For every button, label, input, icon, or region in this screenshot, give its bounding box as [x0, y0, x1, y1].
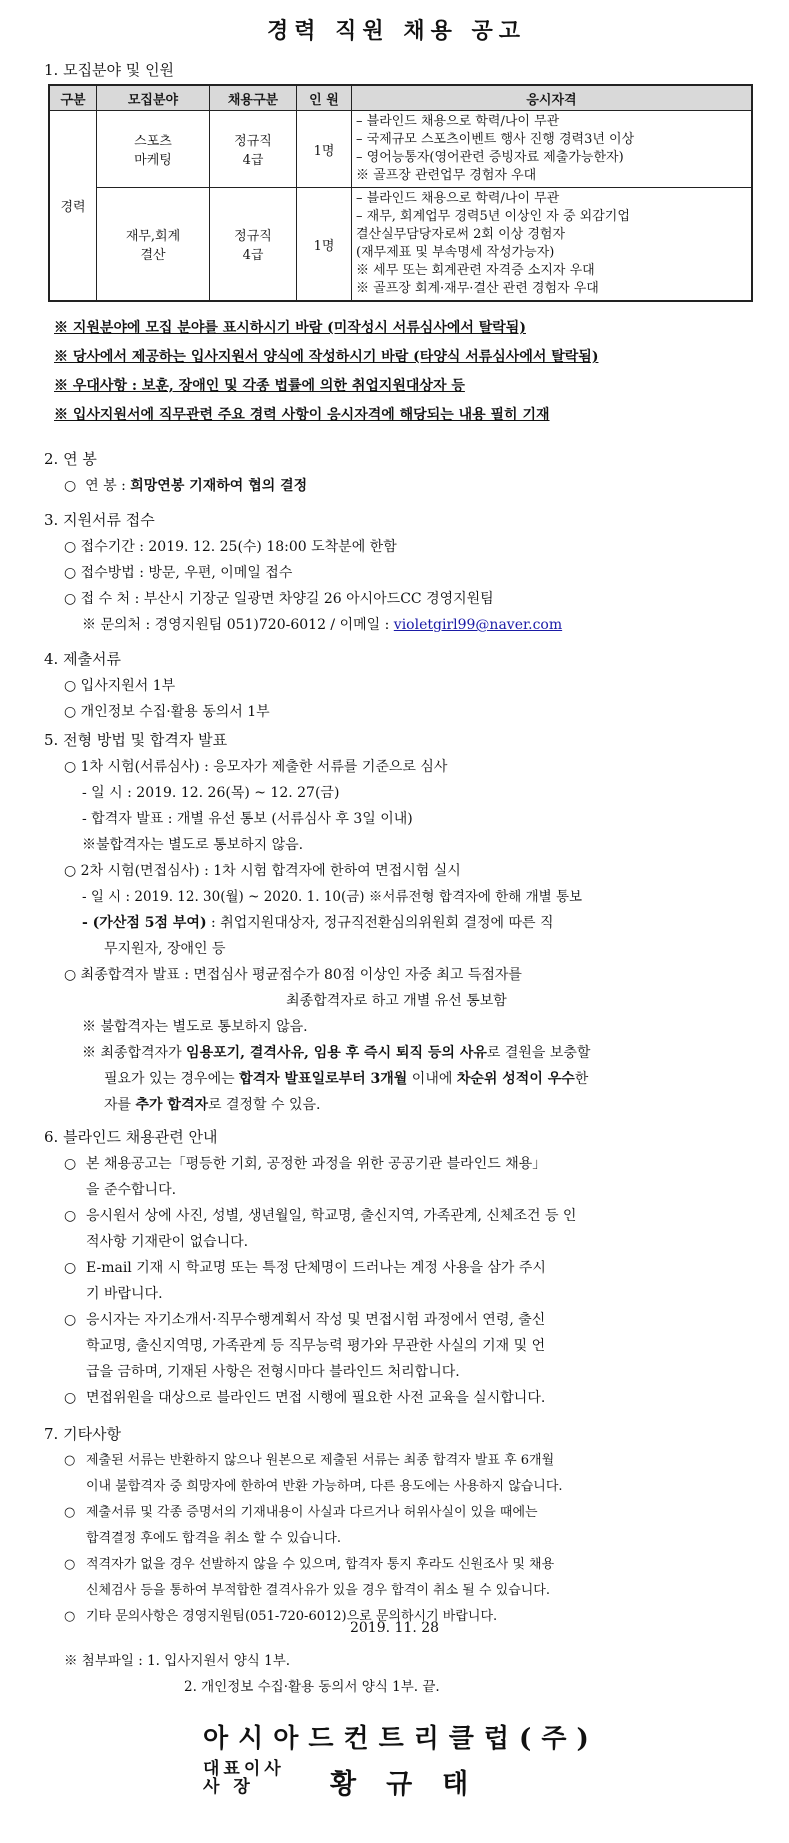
list-item: ○ 접 수 처 : 부산시 기장군 일광면 차양길 26 아시아드CC 경영지원팀 — [64, 591, 494, 607]
text-span: ※ 최종합격자가 — [82, 1045, 187, 1061]
text-line: 응시원서 상에 사진, 성별, 생년월일, 학교명, 출신지역, 가족관계, 신체조건 등 인 — [86, 1208, 577, 1224]
note-line: ※ 지원분야에 모집 분야를 표시하시기 바람 (미작성시 서류심사에서 탈락됨) — [54, 320, 526, 336]
note-line: ※ 당사에서 제공하는 입사지원서 양식에 작성하시기 바람 (타양식 서류심사에서 탈락됨) — [54, 349, 599, 365]
list-item: ○ 2차 시험(면접심사) : 1차 시험 합격자에 한하여 면접시험 실시 — [64, 863, 461, 879]
field-line: 스포츠 — [134, 134, 172, 149]
notes-block — [54, 314, 749, 430]
text-line: 합격결정 후에도 합격을 취소 할 수 있습니다. — [86, 1531, 341, 1546]
text-line: 적격자가 없을 경우 선발하지 않을 수 있으며, 합격자 통지 후라도 신원조사 및 채용 — [86, 1557, 555, 1572]
list-item: ○ 기타 문의사항은 경영지원팀(051-720-6012)으로 문의하시기 바랍니다. — [64, 1604, 749, 1630]
list-item: ○ 면접위원을 대상으로 블라인드 면접 시행에 필요한 사전 교육을 실시합니다. — [64, 1385, 749, 1411]
section-4-heading: 4. 제출서류 — [44, 650, 122, 668]
contact-label: ※ 문의처 : 경영지원팀 051)720-6012 / 이메일 : — [82, 617, 390, 633]
list-item: ○ 본 채용공고는「평등한 기회, 공정한 과정을 위한 공공기관 블라인드 채용」 을 준수합니다. — [64, 1151, 749, 1203]
qualification-cell — [352, 188, 753, 302]
text-line: E-mail 기재 시 학교명 또는 특정 단체명이 드러나는 계정 사용을 삼가 주시 — [86, 1260, 546, 1276]
salary-label: 연 봉 : — [85, 478, 126, 494]
text-span: 합격자 발표일로부터 3개월 — [239, 1071, 408, 1087]
text-span: 추가 합격자 — [135, 1097, 208, 1113]
text-line: 제출서류 및 각종 증명서의 기재내용이 사실과 다르거나 허위사실이 있을 때에는 — [86, 1505, 538, 1520]
count-cell: 1명 — [297, 188, 352, 302]
count-cell: 1명 — [297, 111, 352, 188]
qual-line: ※ 골프장 관련업무 경험자 우대 — [356, 168, 537, 183]
text-line: 본 채용공고는「평등한 기회, 공정한 과정을 위한 공공기관 블라인드 채용」 — [86, 1156, 547, 1172]
qualification-cell — [352, 111, 753, 188]
field-cell — [97, 188, 210, 302]
contact-line — [82, 612, 749, 638]
list-item: ○ 접수기간 : 2019. 12. 25(수) 18:00 도착분에 한함 — [64, 539, 397, 555]
type-line: 4급 — [242, 248, 264, 263]
text-line: 급을 금하며, 기재된 사항은 전형시마다 블라인드 처리합니다. — [86, 1364, 460, 1380]
list-item: ○ 응시자는 자기소개서·직무수행계획서 작성 및 면접시험 과정에서 연령, 출신 학교명, 출신지역명, 가족관계 등 직무능력 평가와 무관한 사실의 기재 및 언 급을 금하며, 기재된 사항은 전형시마다 블라인드 처리합니다. — [64, 1307, 749, 1385]
signer-role: 대표이사 — [203, 1759, 285, 1779]
type-line: 4급 — [242, 153, 264, 168]
list-item: ○ 응시원서 상에 사진, 성별, 생년월일, 학교명, 출신지역, 가족관계, 신체조건 등 인 적사항 기재란이 없습니다. — [64, 1203, 749, 1255]
qual-line: – 영어능통자(영어관련 증빙자료 제출가능한자) — [356, 150, 624, 165]
list-item: ○ 접수방법 : 방문, 우편, 이메일 접수 — [64, 565, 293, 581]
list-item — [82, 910, 749, 936]
text-span: 차순위 성적이 우수 — [456, 1071, 575, 1087]
text-span: 한 — [574, 1071, 589, 1087]
bonus-label: - (가산점 5점 부여) — [82, 915, 207, 931]
list-item: - 합격자 발표 : 개별 유선 통보 (서류심사 후 3일 이내) — [82, 811, 413, 827]
bonus-text: : 취업지원대상자, 정규직전환심의위원회 결정에 따른 직 — [211, 915, 554, 931]
list-item — [82, 1040, 749, 1066]
list-item: ○ 제출된 서류는 반환하지 않으나 원본으로 제출된 서류는 최종 합격자 발표 후 6개월 이내 불합격자 중 희망자에 한하여 반환 가능하며, 다른 용도에는 사용하지 않습니다. — [64, 1448, 749, 1500]
text-line: 기타 문의사항은 경영지원팀(051-720-6012)으로 문의하시기 바랍니다. — [86, 1609, 498, 1624]
attachment-line: 2. 개인정보 수집·활용 동의서 양식 1부. 끝. — [184, 1679, 440, 1695]
qual-line: – 블라인드 채용으로 학력/나이 무관 — [356, 114, 560, 129]
list-item: ○ 제출서류 및 각종 증명서의 기재내용이 사실과 다르거나 허위사실이 있을 때에는 합격결정 후에도 합격을 취소 할 수 있습니다. — [64, 1500, 749, 1552]
section-3-heading: 3. 지원서류 접수 — [44, 511, 155, 529]
company-name: 아시아드컨트리클럽(주) — [203, 1724, 599, 1754]
section-7-heading: 7. 기타사항 — [44, 1425, 122, 1443]
list-item: ○ 최종합격자 발표 : 면접심사 평균점수가 80점 이상인 자중 최고 득점자를 — [64, 967, 522, 983]
text-line: 을 준수합니다. — [86, 1182, 177, 1198]
list-item — [104, 1092, 749, 1118]
table-row — [49, 188, 752, 302]
email-link[interactable]: violetgirl99@naver.com — [393, 617, 563, 633]
text-span: 필요가 있는 경우에는 — [104, 1071, 240, 1087]
section-2-heading: 2. 연 봉 — [44, 450, 97, 468]
col-header: 응시자격 — [352, 85, 753, 111]
text-line: 학교명, 출신지역명, 가족관계 등 직무능력 평가와 무관한 사실의 기재 및 언 — [86, 1338, 546, 1354]
list-item: - 일 시 : 2019. 12. 30(월) ~ 2020. 1. 10(금) ※서류전형 합격자에 한해 개별 통보 — [82, 889, 583, 905]
text-span: 로 결원을 보충할 — [486, 1045, 591, 1061]
qual-line: – 재무, 회계업무 경력5년 이상인 자 중 외감기업 — [356, 209, 630, 224]
text-span: 자를 — [104, 1097, 136, 1113]
signer-name: 황규태 — [330, 1769, 499, 1800]
section-5-heading: 5. 전형 방법 및 합격자 발표 — [44, 731, 228, 749]
text-line: 이내 불합격자 중 희망자에 한하여 반환 가능하며, 다른 용도에는 사용하지 않습니다. — [86, 1479, 563, 1494]
qual-line: ※ 골프장 회계·재무·결산 관련 경험자 우대 — [356, 281, 599, 296]
field-line: 마케팅 — [134, 153, 172, 168]
text-span: 로 결정할 수 있음. — [208, 1097, 321, 1113]
qual-line: ※ 세무 또는 회계관련 자격증 소지자 우대 — [356, 263, 595, 278]
note-line: ※ 입사지원서에 직무관련 주요 경력 사항이 응시자격에 해당되는 내용 필히 기재 — [54, 407, 550, 423]
col-header: 채용구분 — [210, 85, 297, 111]
section-1-heading: 1. 모집분야 및 인원 — [44, 61, 175, 79]
text-line: 신체검사 등을 통하여 부적합한 결격사유가 있을 경우 합격이 취소 될 수 있습니다. — [86, 1583, 551, 1598]
field-line: 재무,회계 — [125, 229, 181, 244]
col-header: 모집분야 — [97, 85, 210, 111]
list-item: ○ E-mail 기재 시 학교명 또는 특정 단체명이 드러나는 계정 사용을 삼가 주시 기 바랍니다. — [64, 1255, 749, 1307]
type-line: 정규직 — [234, 229, 272, 244]
salary-line — [64, 473, 749, 499]
salary-value: 희망연봉 기재하여 협의 결정 — [130, 478, 308, 494]
list-item: - 일 시 : 2019. 12. 26(목) ~ 12. 27(금) — [82, 785, 340, 801]
signer-role: 사 장 — [203, 1777, 254, 1797]
list-item: 무지원자, 장애인 등 — [104, 941, 226, 957]
section-6-heading: 6. 블라인드 채용관련 안내 — [44, 1128, 218, 1146]
bullet: ○ — [64, 478, 77, 494]
text-span: 이내에 — [407, 1071, 457, 1087]
text-span: 임용포기, 결격사유, 임용 후 즉시 퇴직 등의 사유 — [186, 1045, 487, 1061]
type-line: 정규직 — [234, 134, 272, 149]
list-item: ○ 1차 시험(서류심사) : 응모자가 제출한 서류를 기준으로 심사 — [64, 759, 448, 775]
text-line: 면접위원을 대상으로 블라인드 면접 시행에 필요한 사전 교육을 실시합니다. — [86, 1390, 546, 1406]
list-item: 최종합격자로 하고 개별 유선 통보함 — [286, 993, 507, 1009]
qual-line: – 국제규모 스포츠이벤트 행사 진행 경력3년 이상 — [356, 132, 635, 147]
text-line: 적사항 기재란이 없습니다. — [86, 1234, 249, 1250]
category-cell: 경력 — [49, 111, 97, 302]
list-item — [104, 1066, 749, 1092]
notice-date: 2019. 11. 28 — [349, 1620, 440, 1636]
qual-line: – 블라인드 채용으로 학력/나이 무관 — [356, 191, 560, 206]
field-cell — [97, 111, 210, 188]
qual-line: (재무제표 및 부속명세 작성가능자) — [356, 245, 555, 260]
page-title: 경력 직원 채용 공고 — [267, 18, 526, 44]
list-item: ○ 적격자가 없을 경우 선발하지 않을 수 있으며, 합격자 통지 후라도 신원조사 및 채용 신체검사 등을 통하여 부적합한 결격사유가 있을 경우 합격이 취소 될 수 있습니다. — [64, 1552, 749, 1604]
list-item: ※ 불합격자는 별도로 통보하지 않음. — [82, 1019, 308, 1035]
type-cell — [210, 188, 297, 302]
type-cell — [210, 111, 297, 188]
table-row — [49, 111, 752, 188]
text-line: 기 바랍니다. — [86, 1286, 163, 1302]
list-item: ※불합격자는 별도로 통보하지 않음. — [82, 837, 304, 853]
text-line: 제출된 서류는 반환하지 않으나 원본으로 제출된 서류는 최종 합격자 발표 후 6개월 — [86, 1453, 555, 1468]
signer-title — [203, 1760, 285, 1796]
field-line: 결산 — [140, 248, 166, 263]
list-item: ○ 입사지원서 1부 — [64, 678, 176, 694]
col-header: 인 원 — [297, 85, 352, 111]
col-header: 구분 — [49, 85, 97, 111]
text-line: 응시자는 자기소개서·직무수행계획서 작성 및 면접시험 과정에서 연령, 출신 — [86, 1312, 546, 1328]
qual-line: 결산실무담당자로써 2회 이상 경험자 — [356, 227, 566, 242]
attachment-line: ※ 첨부파일 : 1. 입사지원서 양식 1부. — [64, 1653, 291, 1669]
note-line: ※ 우대사항 : 보훈, 장애인 및 각종 법률에 의한 취업지원대상자 등 — [54, 378, 465, 394]
list-item: ○ 개인정보 수집·활용 동의서 1부 — [64, 704, 270, 720]
recruit-table — [48, 84, 753, 302]
